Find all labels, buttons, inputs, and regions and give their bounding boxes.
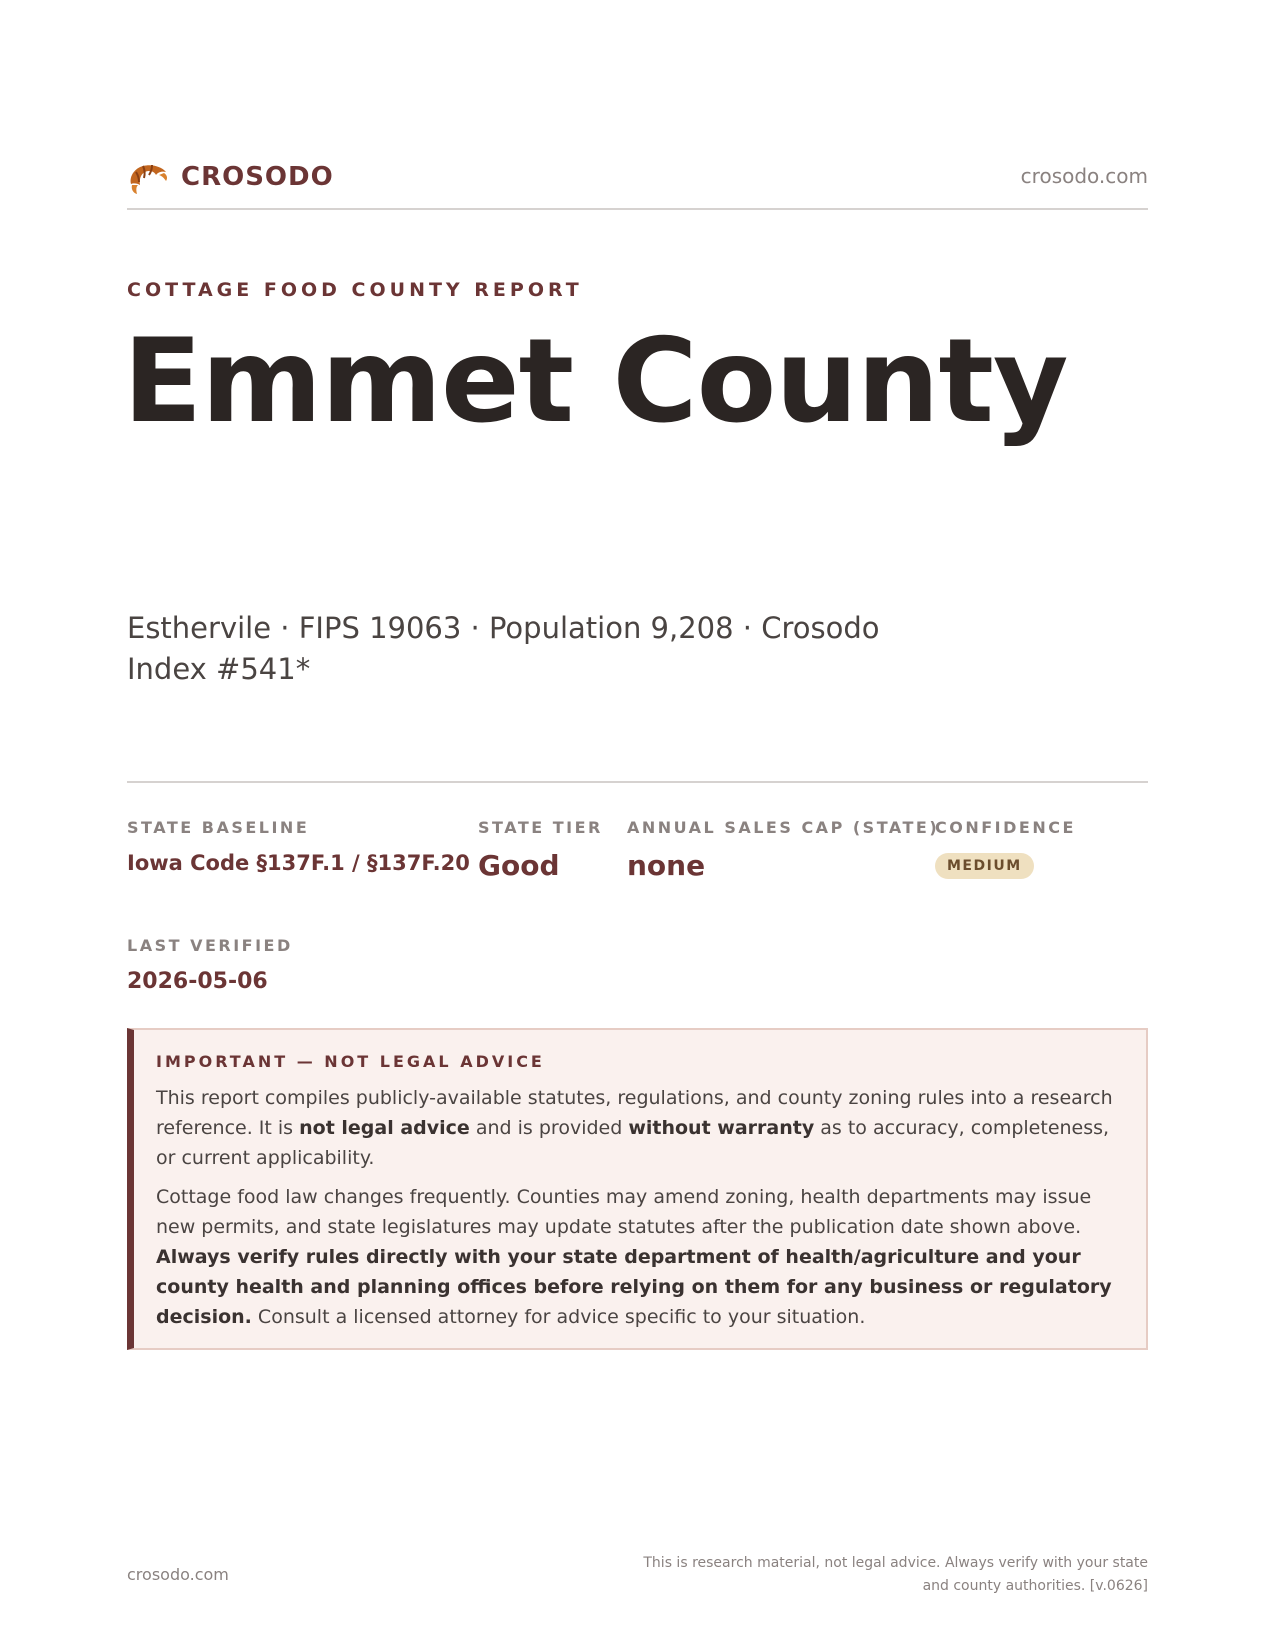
site-url-link[interactable]: crosodo.com xyxy=(1020,164,1148,188)
brand[interactable] xyxy=(127,158,334,196)
fact-state-baseline xyxy=(127,818,470,875)
legal-notice xyxy=(127,1028,1148,1350)
fact-value: Good xyxy=(478,849,560,882)
fact-last-verified xyxy=(127,936,293,994)
fact-value: Iowa Code §137F.1 / §137F.20 xyxy=(127,851,470,875)
fact-label: STATE BASELINE xyxy=(127,818,310,837)
notice-paragraph: This report compiles publicly-available statutes, regulations, and county zoning rules into a research reference. It is not legal advice and is provided without warranty as to accuracy, completeness, or current applicability. xyxy=(156,1087,1113,1169)
notice-paragraph: Cottage food law changes frequently. Counties may amend zoning, health departments may issue new permits, and state legislatures may update statutes after the publication date shown above. Always verify rules directly with your state department of health/agriculture and your county health and planning offices before relying on them for any business or regulatory decision. Consult a licensed attorney for advice specific to your situation. xyxy=(156,1186,1112,1328)
fact-label: LAST VERIFIED xyxy=(127,936,293,955)
footer-disclaimer-line: and county authorities. [v.0626] xyxy=(922,1578,1148,1594)
fact-label: STATE TIER xyxy=(478,818,603,837)
page-header xyxy=(127,158,1148,210)
notice-title: IMPORTANT — NOT LEGAL ADVICE xyxy=(156,1052,545,1071)
footer-disclaimer xyxy=(588,1552,1148,1598)
county-subtitle: Esthervile · FIPS 19063 · Population 9,208 · Crosodo Index #541* xyxy=(127,611,880,686)
report-page xyxy=(123,0,1148,1650)
fact-label: CONFIDENCE xyxy=(935,818,1076,837)
fact-label: ANNUAL SALES CAP (STATE) xyxy=(627,818,940,837)
fact-value: none xyxy=(627,849,706,882)
fact-value: 2026-05-06 xyxy=(127,969,268,994)
section-divider xyxy=(127,781,1148,783)
confidence-badge: MEDIUM xyxy=(935,853,1034,879)
report-eyebrow: COTTAGE FOOD COUNTY REPORT xyxy=(127,279,583,301)
footer-site-url[interactable]: crosodo.com xyxy=(127,1565,229,1584)
fact-state-tier xyxy=(478,818,603,882)
brand-name: CROSODO xyxy=(181,162,334,192)
croissant-icon xyxy=(127,158,169,196)
footer-disclaimer-line: This is research material, not legal advice. Always verify with your state xyxy=(643,1555,1148,1571)
fact-sales-cap xyxy=(627,818,939,882)
fact-confidence xyxy=(935,818,1076,879)
page-title: Emmet County xyxy=(123,314,1068,449)
